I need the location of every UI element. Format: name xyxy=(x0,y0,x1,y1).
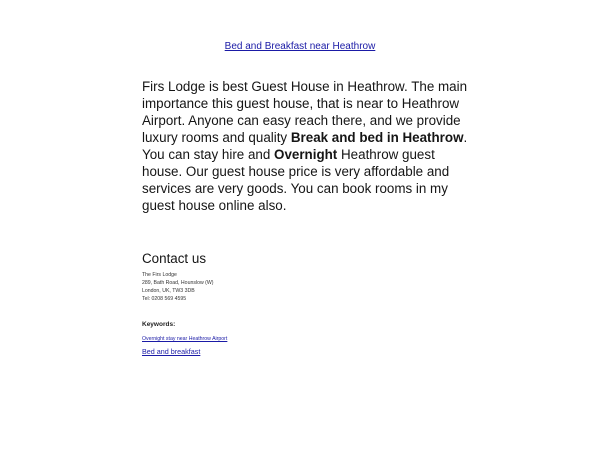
address-line-name: The Firs Lodge xyxy=(142,272,177,278)
keyword-link-overnight-stay[interactable]: Overnight stay near Heathrow Airport xyxy=(142,336,228,342)
intro-text-part-3: Heathrow guest house. Our guest house price is very affordable and services are very goods. You can book rooms in my guest house online also. xyxy=(142,147,450,213)
keyword-link-bed-and-breakfast[interactable]: Bed and breakfast xyxy=(142,347,201,356)
intro-bold-overnight: Overnight xyxy=(274,147,338,162)
address-line-city: London, UK, TW3 3DB xyxy=(142,288,195,294)
intro-text-part-1: Firs Lodge is best Guest House in Heathrow. The main importance this guest house, that is near to Heathrow Airport. Anyone can easy reach there, and we provide luxury rooms and quality xyxy=(142,79,468,145)
contact-heading: Contact us xyxy=(142,251,207,266)
keywords-label: Keywords: xyxy=(142,321,176,328)
intro-bold-break-and-bed: Break and bed in Heathrow xyxy=(290,130,464,145)
contact-address xyxy=(142,271,214,303)
address-line-phone: Tel: 0208 569 4595 xyxy=(142,296,187,302)
intro-paragraph xyxy=(142,78,472,214)
address-line-street: 289, Bath Road, Hounslow (W) xyxy=(142,280,214,286)
intro-text-part-2: . You can stay hire and xyxy=(142,130,468,162)
bed-and-breakfast-link[interactable]: Bed and Breakfast near Heathrow xyxy=(224,41,376,52)
